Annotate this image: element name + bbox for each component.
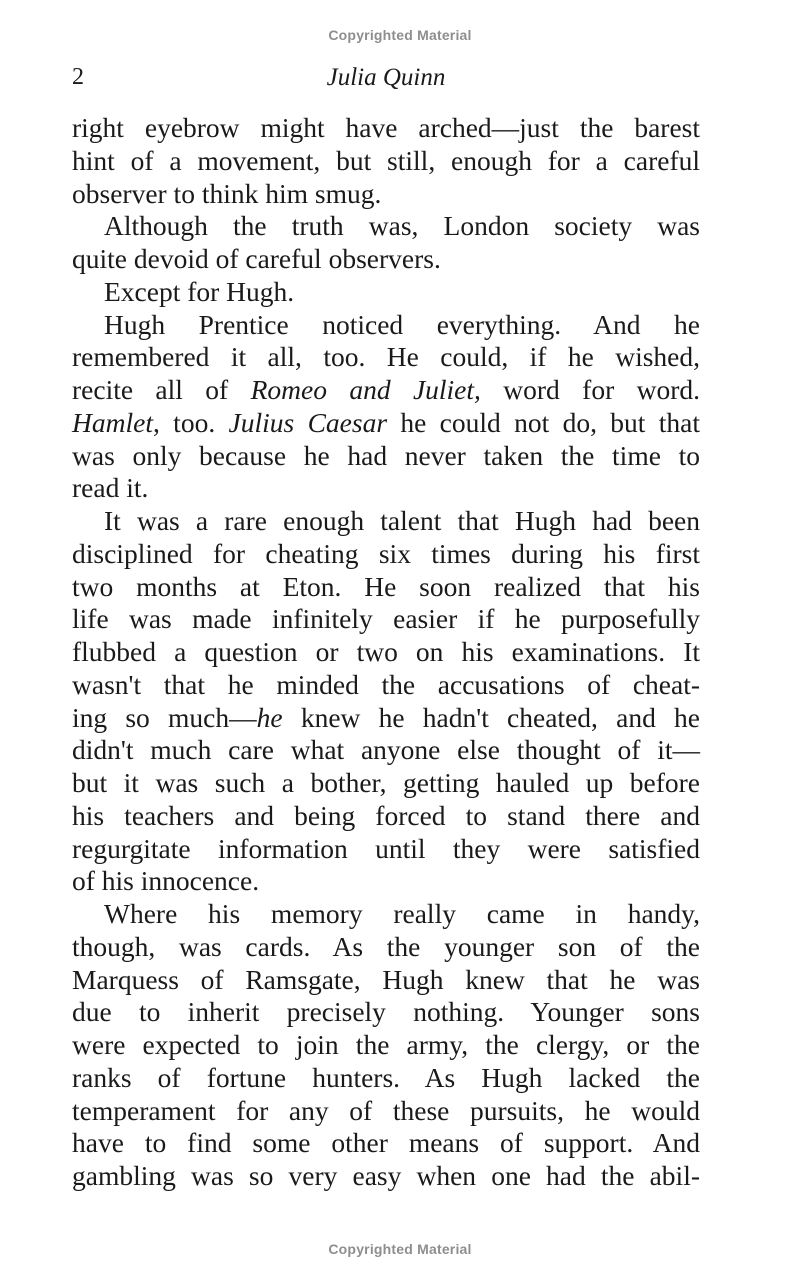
page-number: 2 bbox=[72, 64, 84, 90]
body-text bbox=[72, 112, 700, 1193]
text-line: Except for Hugh. bbox=[104, 275, 295, 307]
text-line: but it was such a bother, getting hauled up before bbox=[72, 767, 700, 798]
text-line: observer to think him smug. bbox=[72, 177, 382, 209]
text-line: ranks of fortune hunters. As Hugh lacked the bbox=[72, 1061, 700, 1093]
text-run: recite all of bbox=[72, 374, 251, 405]
text-line: quite devoid of careful observers. bbox=[72, 243, 441, 274]
text-line: Marquess of Ramsgate, Hugh knew that he was bbox=[72, 963, 700, 995]
text-line bbox=[72, 407, 700, 440]
paragraph bbox=[72, 276, 700, 309]
text-line: was only because he had never taken the time to bbox=[72, 439, 700, 471]
text-line: Although the truth was, London society was bbox=[104, 210, 700, 242]
text-line: have to find some other means of support. And bbox=[72, 1127, 700, 1159]
text-line: gambling was so very easy when one had the abil- bbox=[72, 1160, 700, 1191]
text-line: were expected to join the army, the clergy, or the bbox=[72, 1029, 700, 1060]
text-line: though, was cards. As the younger son of the bbox=[72, 930, 700, 962]
italic-title: Romeo and Juliet, bbox=[250, 374, 481, 405]
text-line: wasn't that he minded the accusations of cheat- bbox=[72, 668, 700, 700]
paragraph bbox=[72, 505, 700, 898]
text-line: read it. bbox=[72, 472, 149, 504]
italic-title: Hamlet bbox=[72, 406, 153, 438]
paragraph bbox=[72, 898, 700, 1193]
text-line: of his innocence. bbox=[72, 865, 260, 897]
paragraph bbox=[72, 112, 700, 210]
italic-title: Julius Caesar bbox=[228, 406, 388, 438]
text-line: life was made infinitely easier if he purposefully bbox=[72, 603, 700, 635]
text-line bbox=[72, 702, 700, 735]
text-line: remembered it all, too. He could, if he wished, bbox=[72, 341, 700, 373]
running-head-author: Julia Quinn bbox=[326, 64, 446, 91]
text-line: right eyebrow might have arched—just the barest bbox=[72, 112, 700, 143]
copyright-watermark-bottom: Copyrighted Material bbox=[328, 1241, 472, 1257]
copyright-watermark-top: Copyrighted Material bbox=[328, 27, 472, 43]
text-line: hint of a movement, but still, enough for a careful bbox=[72, 144, 700, 176]
text-line: It was a rare enough talent that Hugh had been bbox=[104, 505, 700, 536]
text-line: Hugh Prentice noticed everything. And he bbox=[104, 308, 700, 340]
text-line: Where his memory really came in handy, bbox=[104, 898, 700, 929]
text-line: two months at Eton. He soon realized that his bbox=[72, 570, 700, 602]
paragraph bbox=[72, 210, 700, 276]
text-run: he could not do, but that bbox=[387, 406, 701, 438]
text-line: flubbed a question or two on his examinations. It bbox=[72, 636, 700, 667]
running-head bbox=[72, 64, 700, 98]
text-line: didn't much care what anyone else thought of it— bbox=[72, 734, 700, 766]
text-run: knew he hadn't cheated, and he bbox=[282, 701, 700, 733]
text-line: temperament for any of these pursuits, he would bbox=[72, 1094, 700, 1126]
text-line: disciplined for cheating six times during his first bbox=[72, 537, 700, 569]
text-run: word for word. bbox=[480, 374, 701, 405]
paragraph bbox=[72, 309, 700, 506]
text-line: regurgitate information until they were satisfied bbox=[72, 832, 700, 864]
italic-emphasis: he bbox=[256, 701, 283, 733]
text-line: his teachers and being forced to stand there and bbox=[72, 799, 700, 831]
text-line bbox=[72, 374, 700, 407]
text-run: ing so much— bbox=[72, 701, 257, 733]
text-line: due to inherit precisely nothing. Younger sons bbox=[72, 996, 700, 1028]
text-run: , too. bbox=[152, 406, 229, 438]
